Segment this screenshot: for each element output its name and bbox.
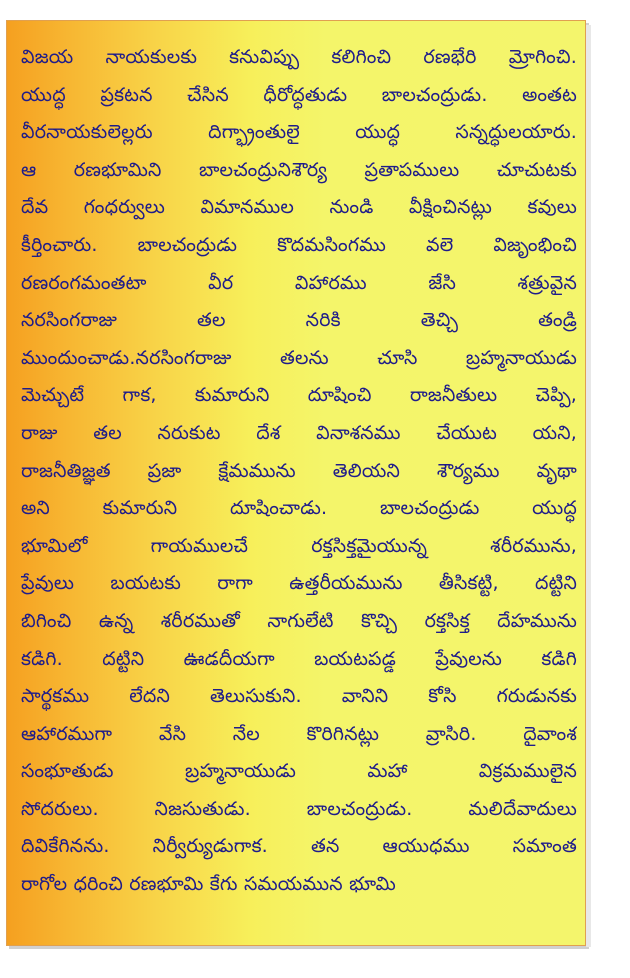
text-line-18: సార్థకము లేదని తెలుసుకుని. వానిని కోసి గరుడునకు [21,685,577,708]
document-page [6,20,586,946]
text-line-8: నరసింగరాజు తల నరికి తెచ్చి తండ్రి [21,309,577,332]
text-line-16: బిగించి ఉన్న శరీరముతో నాగులేటి కొచ్చి రక్తసిక్త దేహమును [21,609,577,632]
text-line-3: వీరనాయకులెల్లరు దిగ్భ్రాంతులై యుద్ధ సన్నద్ధులయారు. [21,121,577,144]
text-line-10: మెచ్చుటే గాక, కుమారుని దూషించి రాజనీతులు చెప్పి, [21,384,577,407]
text-line-15: ప్రేవులు బయటకు రాగా ఉత్తరీయమును తీసికట్టి, దట్టిని [21,572,577,595]
text-line-19: ఆహారముగా వేసి నేల కొరిగినట్లు వ్రాసిరి. దైవాంశ [21,722,577,745]
text-line-7: రణరంగమంతటా వీర విహారము జేసి శత్రువైన [21,271,577,294]
text-line-12: రాజనీతిజ్ఞత ప్రజా క్షేమమును తెలియని శౌర్యము వృథా [21,459,577,482]
text-line-2: యుద్ధ ప్రకటన చేసిన ధీరోద్ధతుడు బాలచంద్రుడు. అంతట [21,83,577,106]
text-line-11: రాజు తల నరుకుట దేశ వినాశనము చేయుట యని, [21,421,577,444]
text-line-4: ఆ రణభూమిని బాలచంద్రునిశౌర్య ప్రతాపములు చూచుటకు [21,158,577,181]
text-line-21: సోదరులు. నిజసుతుడు. బాలచంద్రుడు. మలిదేవాదులు [21,797,577,820]
text-line-20: సంభూతుడు బ్రహ్మనాయుడు మహా విక్రమములైన [21,760,577,783]
text-line-1: విజయ నాయకులకు కనువిప్పు కలిగించి రణభేరి మ్రోగించి. [21,46,577,68]
text-line-23: రాగోల ధరించి రణభూమి కేగు సమయమున భూమి [21,873,396,896]
text-line-5: దేవ గంధర్వులు విమానముల నుండి వీక్షించినట్లు కవులు [21,196,577,219]
text-line-22: దివికేగినను. నిర్వీర్యుడుగాక. తన ఆయుధము సమాంత [21,835,577,858]
text-line-9: ముందుంచాడు.నరసింగరాజు తలను చూసి బ్రహ్మనాయుడు [21,346,577,369]
text-line-17: కడిగి. దట్టిని ఊడదీయగా బయటపడ్డ ప్రేవులను కడిగి [21,647,577,670]
text-line-14: భూమిలో గాయములచే రక్తసిక్తమైయున్న శరీరమును, [21,534,577,557]
body-text [21,39,577,904]
text-line-13: అని కుమారుని దూషించాడు. బాలచంద్రుడు యుద్ధ [21,497,577,520]
text-line-6: కీర్తించారు. బాలచంద్రుడు కొదమసింగము వలె విజృంభించి [21,233,577,256]
